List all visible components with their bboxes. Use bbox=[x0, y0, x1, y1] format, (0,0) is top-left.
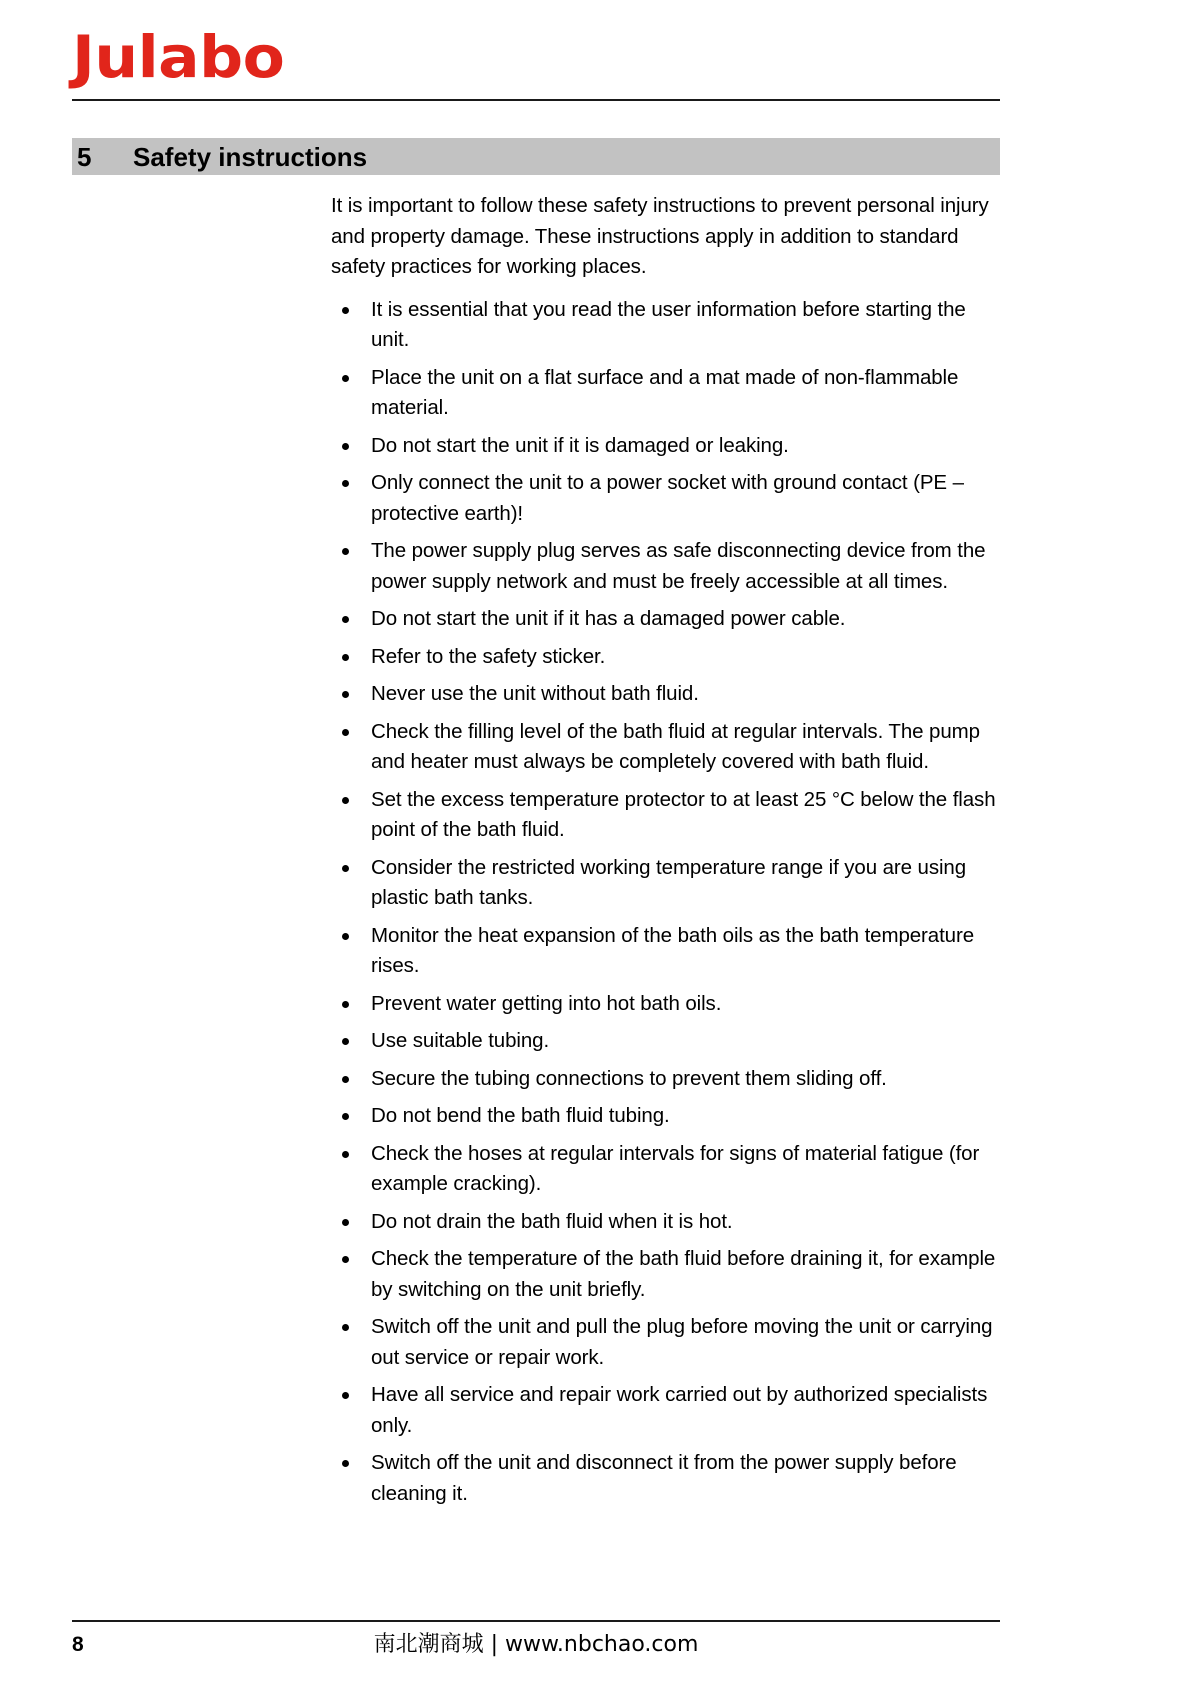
safety-bullet-item bbox=[331, 363, 1003, 424]
bullet-dot-icon bbox=[342, 1076, 349, 1083]
bullet-dot-icon bbox=[342, 1460, 349, 1467]
bullet-dot-icon bbox=[342, 480, 349, 487]
safety-bullet-item bbox=[331, 604, 1003, 635]
bullet-dot-icon bbox=[342, 1219, 349, 1226]
safety-bullet-text: Do not drain the bath fluid when it is hot. bbox=[371, 1209, 733, 1233]
bullet-dot-icon bbox=[342, 654, 349, 661]
bullet-dot-icon bbox=[342, 1392, 349, 1399]
safety-bullet-text: Do not bend the bath fluid tubing. bbox=[371, 1104, 670, 1127]
safety-bullet-text: Consider the restricted working temperature range if you are using plastic bath tanks. bbox=[371, 855, 967, 909]
header-divider bbox=[72, 99, 1000, 101]
bullet-dot-icon bbox=[342, 1324, 349, 1331]
safety-bullet-list bbox=[331, 295, 1003, 1510]
safety-bullet-text: Do not start the unit if it is damaged or leaking. bbox=[371, 433, 789, 457]
bullet-dot-icon bbox=[342, 797, 349, 804]
safety-bullet-item bbox=[331, 431, 1003, 462]
julabo-logo bbox=[72, 23, 492, 92]
safety-bullet-item bbox=[331, 468, 1003, 529]
safety-bullet-text: Check the hoses at regular intervals for signs of material fatigue (for example cracking). bbox=[371, 1141, 980, 1195]
safety-bullet-text: Switch off the unit and pull the plug before moving the unit or carrying out service or repair work. bbox=[371, 1315, 993, 1369]
safety-bullet-item bbox=[331, 1101, 1003, 1132]
page-number: 8 bbox=[72, 1633, 84, 1656]
safety-bullet-item bbox=[331, 295, 1003, 356]
bullet-dot-icon bbox=[342, 1256, 349, 1263]
safety-bullet-item bbox=[331, 989, 1003, 1020]
safety-bullet-text: Place the unit on a flat surface and a mat made of non-flammable material. bbox=[371, 365, 959, 419]
safety-bullet-item bbox=[331, 1064, 1003, 1095]
safety-bullet-text: Check the filling level of the bath fluid at regular intervals. The pump and heater must always be completely covered with bath fluid. bbox=[371, 719, 980, 773]
safety-bullet-item bbox=[331, 1026, 1003, 1057]
safety-bullet-item bbox=[331, 717, 1003, 778]
intro-paragraph: It is important to follow these safety instructions to prevent personal injury and property damage. These instructions apply in addition to standard safety practices for working places. bbox=[331, 194, 989, 278]
bullet-dot-icon bbox=[342, 548, 349, 555]
safety-bullet-text: Never use the unit without bath fluid. bbox=[371, 682, 699, 705]
safety-bullet-text: Monitor the heat expansion of the bath oils as the bath temperature rises. bbox=[371, 923, 974, 977]
bullet-dot-icon bbox=[342, 443, 349, 450]
safety-bullet-item bbox=[331, 853, 1003, 914]
safety-bullet-item bbox=[331, 642, 1003, 673]
section-heading-banner bbox=[72, 138, 1000, 175]
safety-bullet-text: Refer to the safety sticker. bbox=[371, 644, 606, 668]
safety-bullet-item bbox=[331, 1380, 1003, 1441]
bullet-dot-icon bbox=[342, 1001, 349, 1008]
bullet-dot-icon bbox=[342, 729, 349, 736]
safety-bullet-item bbox=[331, 1312, 1003, 1373]
bullet-dot-icon bbox=[342, 307, 349, 314]
bullet-dot-icon bbox=[342, 1151, 349, 1158]
safety-bullet-item bbox=[331, 921, 1003, 982]
safety-bullet-text: Check the temperature of the bath fluid before draining it, for example by switching on the unit briefly. bbox=[371, 1247, 996, 1301]
safety-bullet-text: It is essential that you read the user information before starting the unit. bbox=[371, 297, 966, 351]
bullet-dot-icon bbox=[342, 375, 349, 382]
bullet-dot-icon bbox=[342, 865, 349, 872]
safety-bullet-item bbox=[331, 1207, 1003, 1238]
safety-bullet-text: Only connect the unit to a power socket with ground contact (PE – protective earth)! bbox=[371, 471, 964, 525]
bullet-dot-icon bbox=[342, 933, 349, 940]
safety-bullet-text: Prevent water getting into hot bath oils. bbox=[371, 991, 722, 1015]
safety-bullet-text: Secure the tubing connections to prevent them sliding off. bbox=[371, 1066, 887, 1090]
bullet-dot-icon bbox=[342, 1113, 349, 1120]
safety-bullet-text: Use suitable tubing. bbox=[371, 1029, 550, 1052]
safety-bullet-text: Switch off the unit and disconnect it from the power supply before cleaning it. bbox=[371, 1451, 957, 1505]
safety-bullet-text: Set the excess temperature protector to at least 25 °C below the flash point of the bath fluid. bbox=[371, 787, 996, 841]
footer-divider bbox=[72, 1620, 1000, 1622]
safety-bullet-item bbox=[331, 1448, 1003, 1509]
section-number: 5 bbox=[77, 141, 92, 172]
footer-source-text: 南北潮商城 | www.nbchao.com bbox=[373, 1632, 699, 1657]
section-title: Safety instructions bbox=[133, 141, 368, 172]
bullet-dot-icon bbox=[342, 691, 349, 698]
bullet-dot-icon bbox=[342, 616, 349, 623]
julabo-logo-text: Julabo bbox=[72, 23, 285, 91]
safety-bullet-item bbox=[331, 1244, 1003, 1305]
bullet-dot-icon bbox=[342, 1038, 349, 1045]
safety-bullet-text: Have all service and repair work carried out by authorized specialists only. bbox=[371, 1383, 988, 1437]
safety-bullet-text: Do not start the unit if it has a damaged power cable. bbox=[371, 607, 846, 630]
content-column bbox=[331, 191, 1003, 1516]
safety-bullet-item bbox=[331, 536, 1003, 597]
safety-bullet-item bbox=[331, 679, 1003, 710]
safety-bullet-text: The power supply plug serves as safe disconnecting device from the power supply network and must be freely accessible at all times. bbox=[371, 539, 986, 593]
safety-bullet-item bbox=[331, 1139, 1003, 1200]
safety-bullet-item bbox=[331, 785, 1003, 846]
